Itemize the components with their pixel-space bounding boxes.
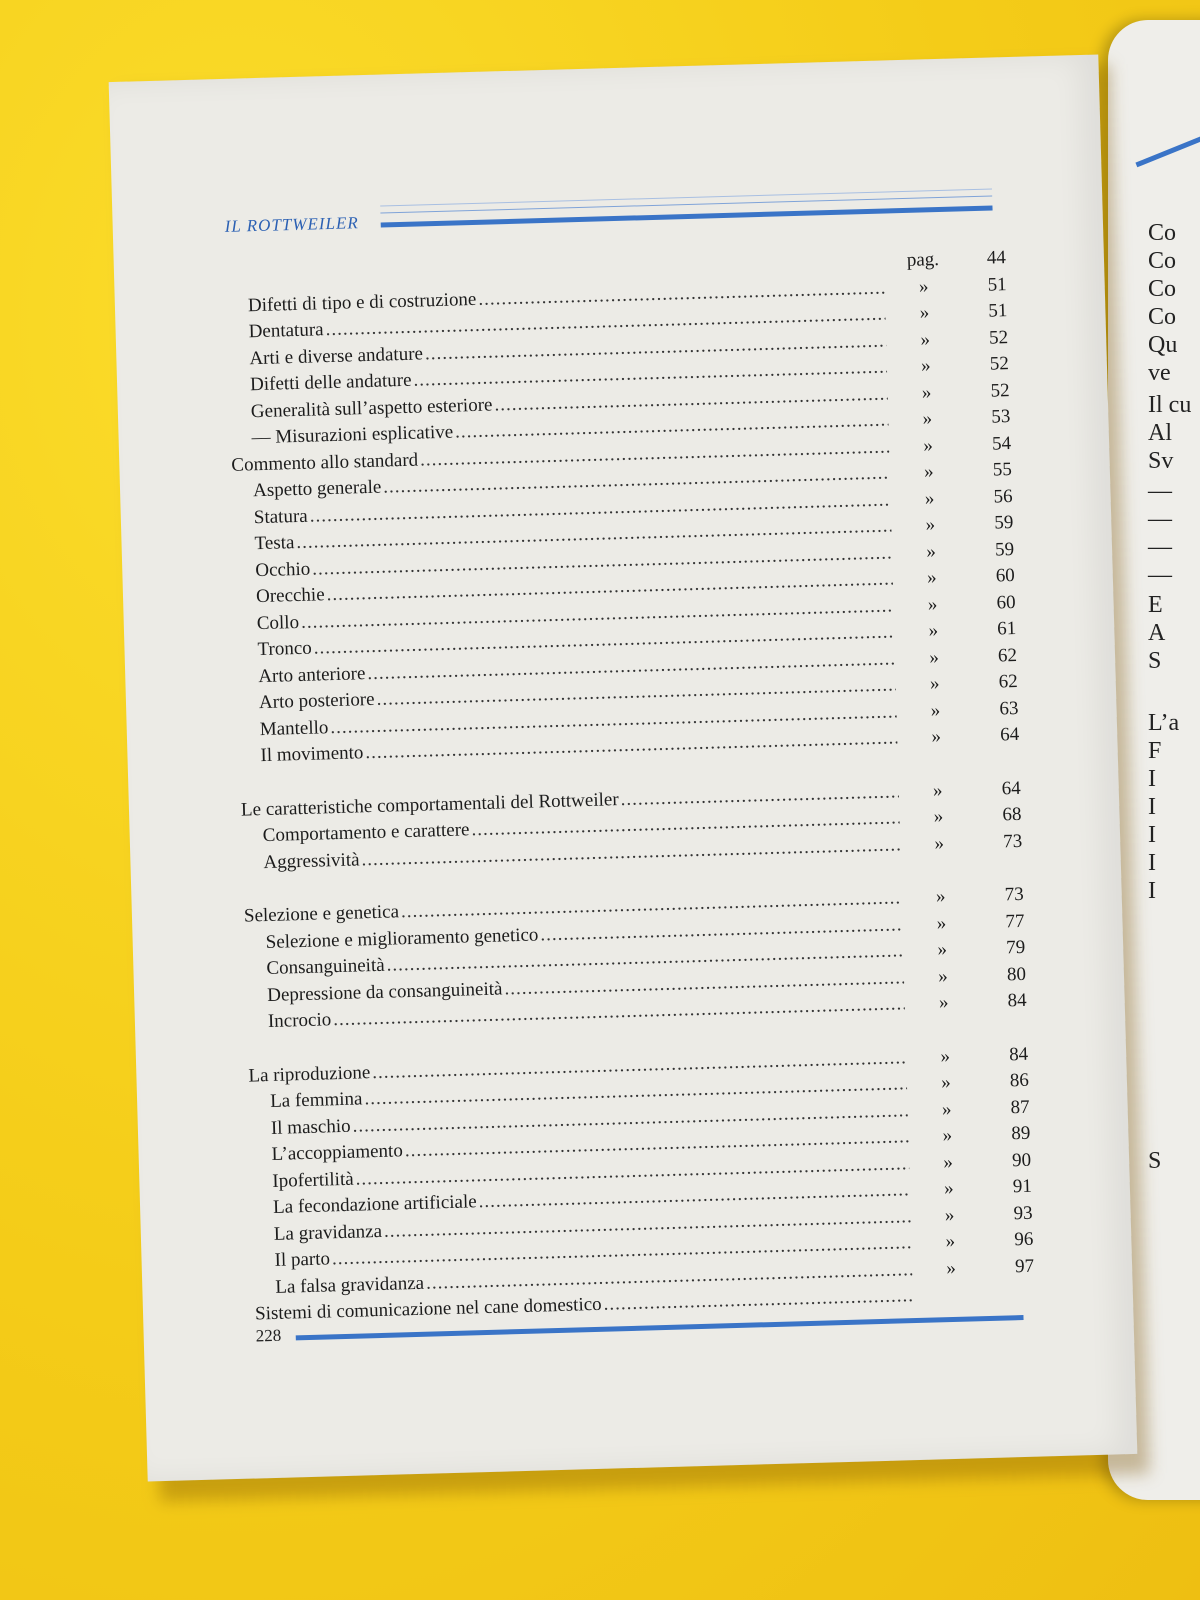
facing-page-fragment: S xyxy=(1148,648,1162,674)
toc-row-page: 54 xyxy=(991,432,1012,455)
toc-row-mark: » xyxy=(945,1230,956,1253)
facing-page-fragment: Co xyxy=(1148,276,1177,302)
facing-page-fragment: I xyxy=(1148,794,1156,820)
toc-row-page: 90 xyxy=(1011,1149,1032,1171)
toc-row-page: 59 xyxy=(994,538,1015,561)
toc-row-page: 97 xyxy=(1014,1255,1035,1277)
toc-row-title: La gravidanza ..... xyxy=(253,1206,911,1246)
toc-row-mark: » xyxy=(943,1177,954,1200)
toc-row-page: 63 xyxy=(999,697,1019,719)
toc-row-mark: » xyxy=(935,886,946,908)
toc-row-title: Arto anteriore ..... xyxy=(237,648,895,688)
toc-row-title: Arto posteriore ..... xyxy=(238,674,896,714)
toc-row-mark: » xyxy=(919,302,930,324)
facing-page-fragment: F xyxy=(1148,738,1162,764)
toc-row-mark: » xyxy=(932,779,943,801)
toc-row-page: 84 xyxy=(1007,989,1027,1012)
toc-row-page: 53 xyxy=(991,406,1011,428)
facing-page-fragment: Co xyxy=(1148,220,1177,246)
toc-row-title: Mantello ..... xyxy=(238,701,896,741)
toc-row-title: Testa ..... xyxy=(233,515,891,555)
facing-page-fragment: Co xyxy=(1148,248,1177,274)
toc-row-page: 52 xyxy=(989,353,1010,375)
facing-page-header-rule xyxy=(1135,118,1200,168)
toc-row-title: Ipofertilità ..... xyxy=(251,1153,909,1193)
toc-row-title: Comportamento e carattere ..... xyxy=(241,807,899,847)
toc-row-mark: » xyxy=(928,646,940,668)
toc-page-label: pag. xyxy=(906,248,940,271)
toc-row-title: Incrocio ..... xyxy=(247,993,905,1033)
toc-row-mark: » xyxy=(946,1257,957,1279)
toc-row-title: Difetti delle andature ..... xyxy=(229,356,887,396)
facing-page-fragment: Qu xyxy=(1148,332,1178,358)
toc-row-page: 77 xyxy=(1005,910,1025,932)
toc-row-mark: » xyxy=(942,1124,953,1147)
toc-row-mark: » xyxy=(920,355,931,377)
toc-row-title: La falsa gravidanza ..... xyxy=(254,1259,912,1299)
toc-row-mark: » xyxy=(930,699,941,721)
toc-entries xyxy=(227,274,1036,1330)
toc-row-title: La femmina ..... xyxy=(249,1073,907,1113)
toc-row-mark: » xyxy=(925,514,936,536)
toc-row-page: 55 xyxy=(992,459,1013,481)
toc-page-number: 44 xyxy=(986,247,1007,269)
facing-page-fragment: Al xyxy=(1148,420,1172,446)
toc-row-title: Il maschio ..... xyxy=(250,1100,908,1140)
toc-row-mark: » xyxy=(937,965,948,987)
toc-row-page: 56 xyxy=(993,485,1013,508)
toc-row-page: 73 xyxy=(1002,830,1023,852)
toc-row-page: 60 xyxy=(995,564,1016,587)
toc-row-page: 51 xyxy=(988,300,1008,322)
toc-row-title: Depressione da consanguineità ..... xyxy=(246,967,904,1007)
toc-row-page: 61 xyxy=(996,617,1017,640)
toc-row-mark: » xyxy=(926,567,937,589)
toc-row-mark: » xyxy=(940,1045,951,1067)
toc-row-page: 87 xyxy=(1010,1096,1030,1118)
toc-row-page: 80 xyxy=(1006,963,1027,985)
toc-row-mark: » xyxy=(941,1098,952,1120)
book-page xyxy=(109,54,1138,1481)
facing-page-fragment: — xyxy=(1148,562,1172,588)
toc-row-page xyxy=(987,1298,1035,1299)
toc-row-mark: » xyxy=(928,620,939,642)
toc-row-mark xyxy=(913,1299,987,1301)
toc-row-page: 51 xyxy=(987,273,1007,296)
toc-row-page: 79 xyxy=(1005,936,1026,959)
page-number: 228 xyxy=(255,1325,282,1346)
toc-row-title: Tronco ..... xyxy=(236,621,894,661)
toc-row-title: Commento allo standard ..... xyxy=(231,436,889,476)
toc-row-mark: » xyxy=(944,1204,955,1226)
toc-row-title: Consanguineità ..... xyxy=(245,940,903,980)
facing-page-fragment: I xyxy=(1148,766,1156,792)
toc-row-page: 84 xyxy=(1008,1043,1029,1065)
facing-page-fragment: A xyxy=(1148,620,1166,646)
facing-page-fragment: Il cu xyxy=(1148,392,1192,418)
toc-row-mark: » xyxy=(923,461,934,483)
toc-row-mark: » xyxy=(922,408,933,430)
facing-page-fragment: I xyxy=(1148,822,1156,848)
toc-row-mark: » xyxy=(923,434,934,456)
toc-row-title: Le caratteristiche comportamentali del Rottweiler ..... xyxy=(241,781,899,821)
toc-row-title: Aggressività ..... xyxy=(242,834,900,874)
facing-page-fragment: — xyxy=(1148,506,1172,532)
toc-row-page: 62 xyxy=(998,670,1019,693)
toc-row-title: Generalità sull’aspetto esteriore ..... xyxy=(230,383,888,423)
toc-row-title: Collo ..... xyxy=(236,595,894,635)
toc-row-page: 59 xyxy=(994,512,1014,534)
toc-row-mark: » xyxy=(943,1151,954,1173)
toc-row-mark: » xyxy=(938,992,949,1014)
facing-page-fragment: L’a xyxy=(1148,710,1180,736)
toc-row-page: 52 xyxy=(988,326,1009,349)
toc-row-title: Orecchie ..... xyxy=(235,568,893,608)
toc-row-page: 93 xyxy=(1013,1202,1033,1224)
toc-row-page: 91 xyxy=(1012,1175,1033,1198)
facing-page-fragment: Co xyxy=(1148,304,1177,330)
toc-row-title: L’accoppiamento ..... xyxy=(250,1126,908,1166)
toc-row-title: Sistemi di comunicazione nel cane domestico ..... xyxy=(255,1285,913,1325)
toc-row-title: Aspetto generale ..... xyxy=(232,462,890,502)
toc-row-page: 62 xyxy=(997,644,1018,666)
toc-row-page: 68 xyxy=(1002,803,1022,826)
facing-page-fragment: — xyxy=(1148,478,1172,504)
toc-row-title: Occhio ..... xyxy=(234,542,892,582)
toc-row-title: Il movimento ..... xyxy=(239,727,897,767)
facing-page-fragment: I xyxy=(1148,850,1156,876)
toc-row-mark: » xyxy=(933,806,944,828)
toc-row-page: 89 xyxy=(1011,1122,1031,1145)
toc-row-mark: » xyxy=(940,1071,951,1094)
toc-row-mark: » xyxy=(936,912,947,934)
facing-page-fragment: I xyxy=(1148,878,1156,904)
toc-row-title: Dentatura ..... xyxy=(227,303,885,343)
facing-page-fragment: E xyxy=(1148,592,1163,618)
toc-row-mark: » xyxy=(934,832,945,854)
toc-row-page: 64 xyxy=(999,723,1020,746)
toc-row-title: Il parto ..... xyxy=(253,1232,911,1272)
toc-row-mark: » xyxy=(929,673,940,695)
toc-row-page: 86 xyxy=(1009,1069,1030,1092)
toc-row-mark: » xyxy=(927,593,938,615)
toc-row-mark: » xyxy=(926,540,937,562)
toc-row-title: Difetti di tipo e di costruzione ..... xyxy=(227,277,885,317)
toc-row-mark: » xyxy=(937,939,948,961)
toc-row-page: 96 xyxy=(1014,1228,1034,1251)
toc-row-page: 64 xyxy=(1001,777,1022,799)
toc-row-title: Selezione e miglioramento genetico ..... xyxy=(244,914,902,954)
facing-page-fragment: Sv xyxy=(1148,448,1174,474)
running-title: IL ROTTWEILER xyxy=(224,213,359,236)
facing-page-fragment: S xyxy=(1148,1148,1162,1174)
facing-page-fragment: — xyxy=(1148,534,1172,560)
header-rule xyxy=(381,205,993,227)
toc-row-title: Statura ..... xyxy=(233,489,891,529)
toc-row-mark: » xyxy=(931,726,942,748)
facing-page-fragment: ve xyxy=(1148,360,1171,386)
toc-row-mark: » xyxy=(918,275,929,298)
toc-row-page: 52 xyxy=(990,379,1010,402)
toc-row-page: 73 xyxy=(1004,883,1024,906)
toc-row-mark: » xyxy=(920,328,931,351)
toc-row-mark: » xyxy=(921,381,932,404)
toc-row-title: Selezione e genetica ..... xyxy=(244,887,902,927)
toc-row-title: — Misurazioni esplicative ..... xyxy=(230,409,888,449)
toc-row-page: 60 xyxy=(996,591,1016,614)
toc-row-title: Arti e diverse andature ..... xyxy=(228,330,886,370)
table-of-contents xyxy=(226,247,1035,1330)
toc-row-title: La riproduzione ..... xyxy=(248,1047,906,1087)
toc-row-mark: » xyxy=(924,487,935,509)
toc-row-title: La fecondazione artificiale ..... xyxy=(252,1179,910,1219)
